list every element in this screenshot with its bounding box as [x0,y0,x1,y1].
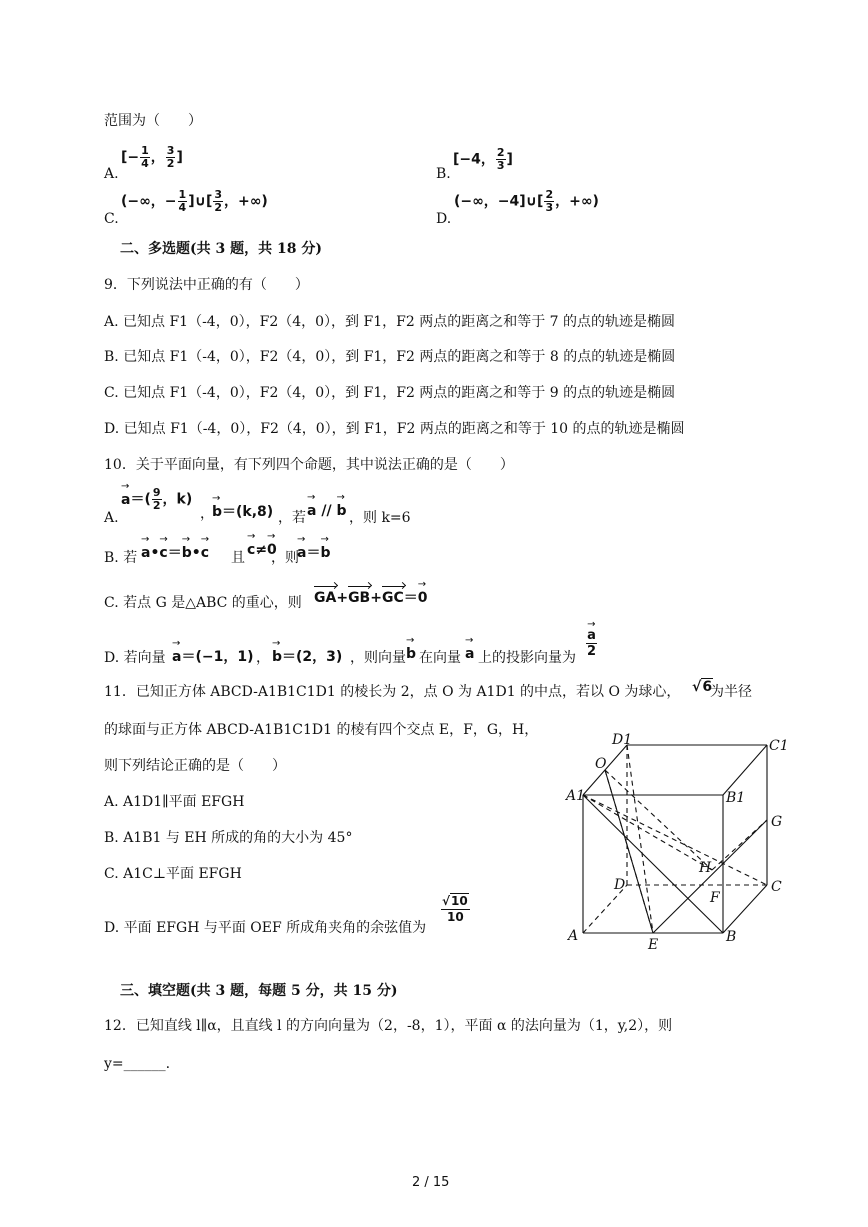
q8-stem-tail: 范围为（ ） [104,113,202,129]
q10-option-d-projection: → $\frac{a}{2}$ [585,628,598,659]
q10-option-d-vector-a: → a＝(−1，1) [172,646,253,666]
label-h: H [699,860,712,876]
q10-option-d-vector-b: → b＝(2，3) [272,646,342,666]
q11-line2: 的球面与正方体 ABCD-A1B1C1D1 的棱有四个交点 E，F，G，H， [104,722,539,738]
q11-line1: 11．已知正方体 ABCD-A1B1C1D1 的棱长为 2，点 O 为 A1D1 的中点，若以 O 为球心， [104,684,681,700]
q9-stem: 9．下列说法中正确的有（ ） [104,277,309,293]
q11-cube-figure [560,728,790,953]
section-3-title: 三、填空题(共 3 题，每题 5 分，共 15 分) [120,983,398,999]
label-d1: D1 [612,732,633,748]
q11-option-a: A. A1D1∥平面 EFGH [104,794,245,810]
q10-option-a-text3: ，则 k=6 [349,510,411,526]
q9-option-c: C. 已知点 F1（-4，0），F2（4，0），到 F1，F2 两点的距离之和等于 9 的点的轨迹是椭圆 [104,385,676,401]
label-a: A [568,928,579,944]
q10-option-a-vector-b: → b＝(k,8) [212,501,273,521]
q10-option-c-label: C. 若点 G 是△ABC 的重心，则 [104,595,302,611]
q9-option-b: B. 已知点 F1（-4，0），F2（4，0），到 F1，F2 两点的距离之和等于 8 的点的轨迹是椭圆 [104,349,676,365]
q8-option-d-label: D. [436,211,452,227]
q8-option-b-expr: [−4， $\frac{2}{3}$ ] [453,146,513,172]
q8-option-d-expr: (−∞，−4]∪[ $\frac{2}{3}$ ，+∞) [454,188,599,214]
label-b: B [726,929,737,945]
q10-option-a-text1: ， [200,506,214,522]
label-e: E [648,937,659,953]
label-o: O [595,756,607,772]
label-c1: C1 [769,738,789,754]
q8-option-c-label: C. [104,211,119,227]
q10-option-d-text4: 上的投影向量为 [478,650,576,666]
q12-line2: y=______. [104,1056,171,1072]
q11-line1-tail: 为半径 [710,684,752,700]
q11-option-d: D. 平面 EFGH 与平面 OEF 所成角夹角的余弦值为 [104,920,427,936]
q10-option-a-parallel: → a // → b [307,503,346,519]
q11-line3: 则下列结论正确的是（ ） [104,758,286,774]
q10-option-d-text3: 在向量 [419,650,461,666]
label-c: C [771,879,782,895]
q9-option-a: A. 已知点 F1（-4，0），F2（4，0），到 F1，F2 两点的距离之和等于 7 的点的轨迹是椭圆 [104,314,676,330]
q8-option-a-expr: [− $\frac{1}{4}$ ， $\frac{3}{2}$ ] [121,144,183,170]
page-number: 2 / 15 [412,1175,450,1190]
label-f: F [710,890,720,906]
q10-option-b-dot-eq: → a•→ c＝→ b•→ c [141,542,209,562]
q8-option-b-label: B. [436,166,451,182]
label-d: D [614,877,626,893]
q10-option-a-text2: ，若 [278,510,306,526]
q11-radius-sqrt6: √6 [692,679,713,695]
q11-option-b: B. A1B1 与 EH 所成的角的大小为 45° [104,830,353,846]
label-b1: B1 [726,790,746,806]
q10-option-d-b: → b [406,646,416,662]
q10-option-d-text2: ，则向量 [350,650,406,666]
q10-option-c-centroid-sum: GA+GB+GC＝→ 0 [314,587,427,607]
q10-option-b-c-nonzero: → c≠→ 0 [247,542,277,558]
q10-option-d-label: D. 若向量 [104,650,166,666]
q10-option-b-text2: ，则 [271,550,299,566]
q10-option-b-label: B. 若 [104,550,138,566]
q10-option-d-text1: ， [256,650,270,666]
q8-option-c-expr: (−∞，− $\frac{1}{4}$ ]∪[ $\frac{3}{2}$ ，+∞) [121,188,268,214]
q9-option-d: D. 已知点 F1（-4，0），F2（4，0），到 F1，F2 两点的距离之和等于 10 的点的轨迹是椭圆 [104,421,685,437]
label-g: G [771,814,783,830]
q11-cosine-value: $\frac{√10}{10}$ [442,894,468,924]
section-2-title: 二、多选题(共 3 题，共 18 分) [120,241,322,257]
q10-option-b-conclusion: → a＝→ b [297,542,330,562]
q10-stem: 10．关于平面向量，有下列四个命题，其中说法正确的是（ ） [104,457,514,473]
q10-option-d-a: → a [465,646,474,662]
label-a1: A1 [566,788,586,804]
q8-option-a-label: A. [104,166,119,182]
q10-option-a-label: A. [104,510,119,526]
q11-option-c: C. A1C⊥平面 EFGH [104,866,242,882]
q12-line1: 12．已知直线 l∥α，且直线 l 的方向向量为（2，-8，1），平面 α 的法向量为（1，y,2），则 [104,1018,673,1034]
q10-option-b-text1: 且 [231,550,245,566]
q10-option-a-vector-a: → a＝( $\frac{9}{2}$ ，k) [121,487,192,512]
